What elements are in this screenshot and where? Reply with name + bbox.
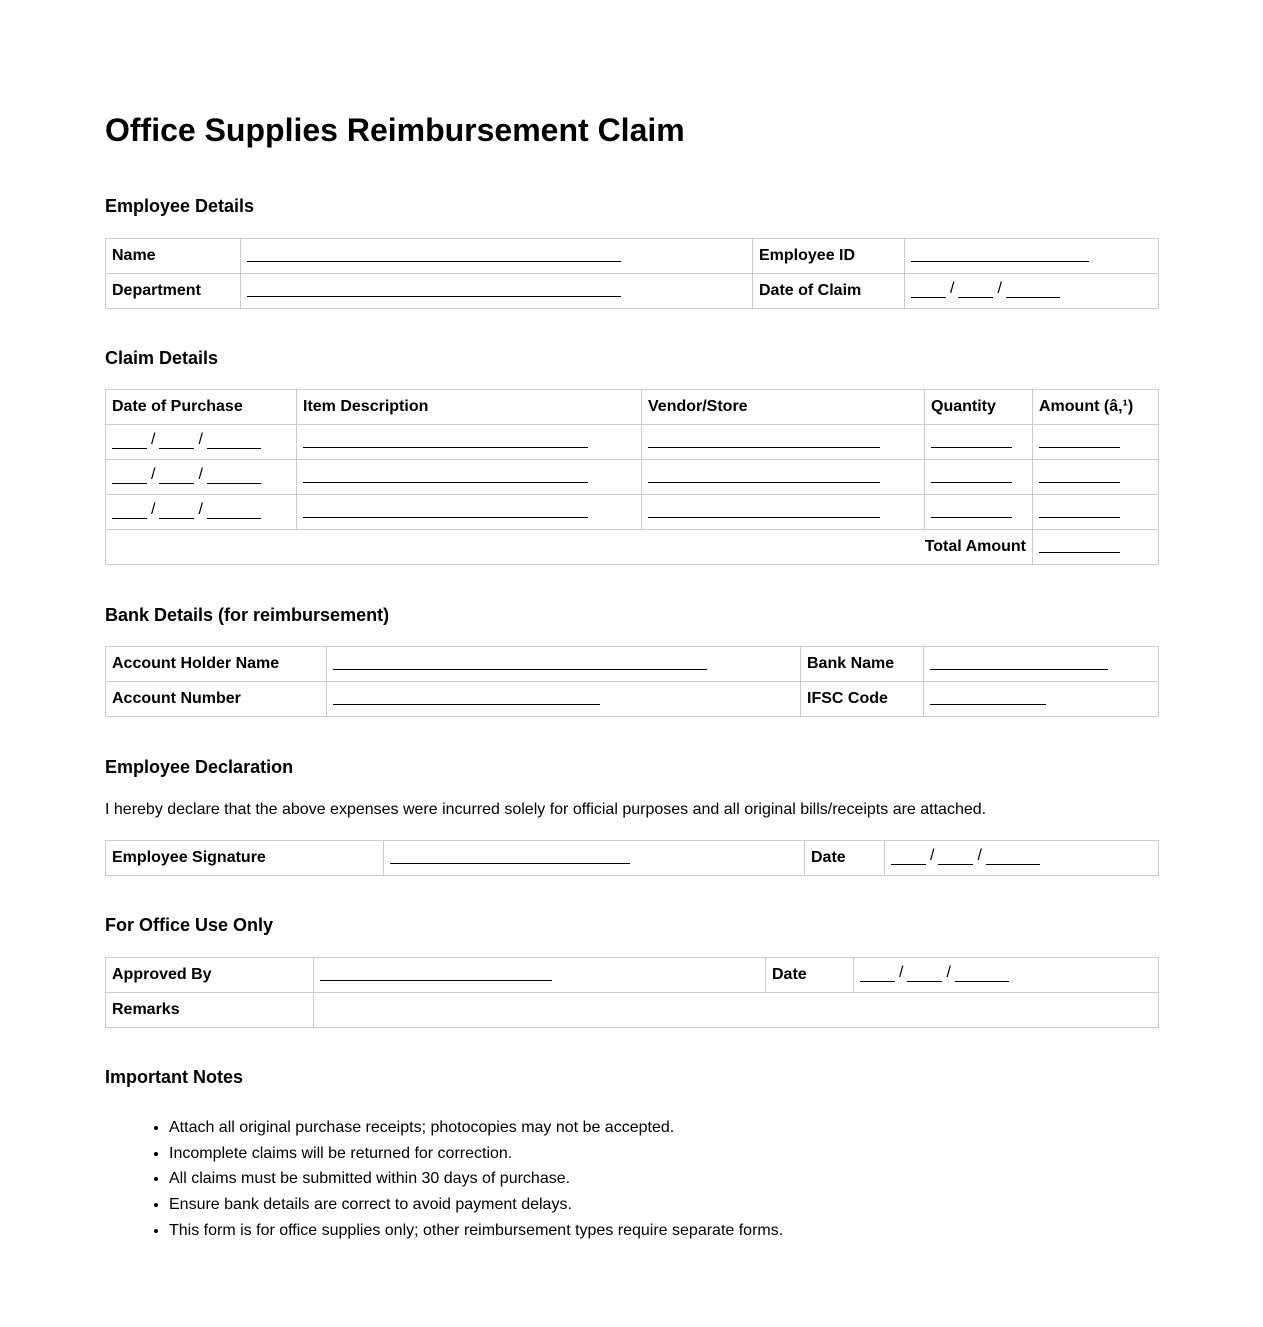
- amount-field[interactable]: [1033, 425, 1159, 460]
- column-header: Item Description: [297, 390, 642, 425]
- vendor-field[interactable]: [642, 425, 925, 460]
- column-header: Date of Purchase: [106, 390, 297, 425]
- table-row: [106, 841, 1159, 876]
- name-field[interactable]: [241, 239, 753, 274]
- vendor-field[interactable]: [642, 460, 925, 495]
- bank-details-table: [105, 646, 1159, 717]
- employee-signature-label: Employee Signature: [106, 841, 384, 876]
- purchase-date-field[interactable]: / /: [106, 460, 297, 495]
- item-description-field[interactable]: [297, 460, 642, 495]
- purchase-date-field[interactable]: / /: [106, 425, 297, 460]
- remarks-label: Remarks: [106, 993, 314, 1028]
- column-header: Vendor/Store: [642, 390, 925, 425]
- list-item: • Attach all original purchase receipts; photocopies may not be accepted.: [169, 1115, 783, 1141]
- declaration-heading: Employee Declaration: [105, 757, 294, 777]
- item-description-field[interactable]: [297, 495, 642, 530]
- office-use-table: [105, 957, 1159, 1028]
- remarks-field[interactable]: [314, 993, 1159, 1028]
- notes-list: [105, 1115, 783, 1244]
- account-number-field[interactable]: [327, 682, 801, 717]
- quantity-field[interactable]: [925, 460, 1033, 495]
- table-row: [106, 274, 1159, 309]
- table-row: [106, 425, 1159, 460]
- office-date-label: Date: [766, 958, 854, 993]
- table-row: [106, 460, 1159, 495]
- employee-signature-field[interactable]: [384, 841, 805, 876]
- claim-details-heading: Claim Details: [105, 348, 219, 368]
- bank-name-field[interactable]: [924, 647, 1159, 682]
- total-amount-label: Total Amount: [106, 530, 1033, 565]
- list-item: • Incomplete claims will be returned for correction.: [169, 1141, 783, 1167]
- item-description-field[interactable]: [297, 425, 642, 460]
- office-date-field[interactable]: / /: [854, 958, 1159, 993]
- approved-by-field[interactable]: [314, 958, 766, 993]
- total-amount-field[interactable]: [1033, 530, 1159, 565]
- list-item: • This form is for office supplies only; other reimbursement types require separate forms.: [169, 1218, 783, 1244]
- employee-details-heading: Employee Details: [105, 196, 255, 216]
- claim-details-table: [105, 389, 1159, 565]
- employee-id-label: Employee ID: [753, 239, 905, 274]
- amount-field[interactable]: [1033, 460, 1159, 495]
- employee-id-field[interactable]: [905, 239, 1159, 274]
- quantity-field[interactable]: [925, 495, 1033, 530]
- table-row: [106, 682, 1159, 717]
- name-label: Name: [106, 239, 241, 274]
- list-item: • All claims must be submitted within 30 days of purchase.: [169, 1166, 783, 1192]
- quantity-field[interactable]: [925, 425, 1033, 460]
- ifsc-code-label: IFSC Code: [801, 682, 924, 717]
- purchase-date-field[interactable]: / /: [106, 495, 297, 530]
- table-row: [106, 958, 1159, 993]
- account-holder-field[interactable]: [327, 647, 801, 682]
- department-field[interactable]: [241, 274, 753, 309]
- bank-name-label: Bank Name: [801, 647, 924, 682]
- table-row: [106, 495, 1159, 530]
- column-header: Quantity: [925, 390, 1033, 425]
- department-label: Department: [106, 274, 241, 309]
- office-use-heading: For Office Use Only: [105, 915, 274, 935]
- vendor-field[interactable]: [642, 495, 925, 530]
- declaration-date-label: Date: [805, 841, 885, 876]
- bank-details-heading: Bank Details (for reimbursement): [105, 605, 390, 625]
- notes-heading: Important Notes: [105, 1067, 244, 1087]
- declaration-date-field[interactable]: / /: [885, 841, 1159, 876]
- declaration-table: [105, 840, 1159, 876]
- table-row: [106, 239, 1159, 274]
- employee-details-table: [105, 238, 1159, 309]
- account-number-label: Account Number: [106, 682, 327, 717]
- account-holder-label: Account Holder Name: [106, 647, 327, 682]
- date-of-claim-field[interactable]: / /: [905, 274, 1159, 309]
- amount-field[interactable]: [1033, 495, 1159, 530]
- table-header-row: [106, 390, 1159, 425]
- declaration-text: I hereby declare that the above expenses were incurred solely for official purposes and all original bills/receipts are attached.: [105, 801, 987, 818]
- table-row: [106, 647, 1159, 682]
- column-header: Amount (â‚¹): [1033, 390, 1159, 425]
- date-of-claim-label: Date of Claim: [753, 274, 905, 309]
- page-title: Office Supplies Reimbursement Claim: [105, 112, 685, 148]
- approved-by-label: Approved By: [106, 958, 314, 993]
- total-row: [106, 530, 1159, 565]
- table-row: [106, 993, 1159, 1028]
- list-item: • Ensure bank details are correct to avoid payment delays.: [169, 1192, 783, 1218]
- ifsc-code-field[interactable]: [924, 682, 1159, 717]
